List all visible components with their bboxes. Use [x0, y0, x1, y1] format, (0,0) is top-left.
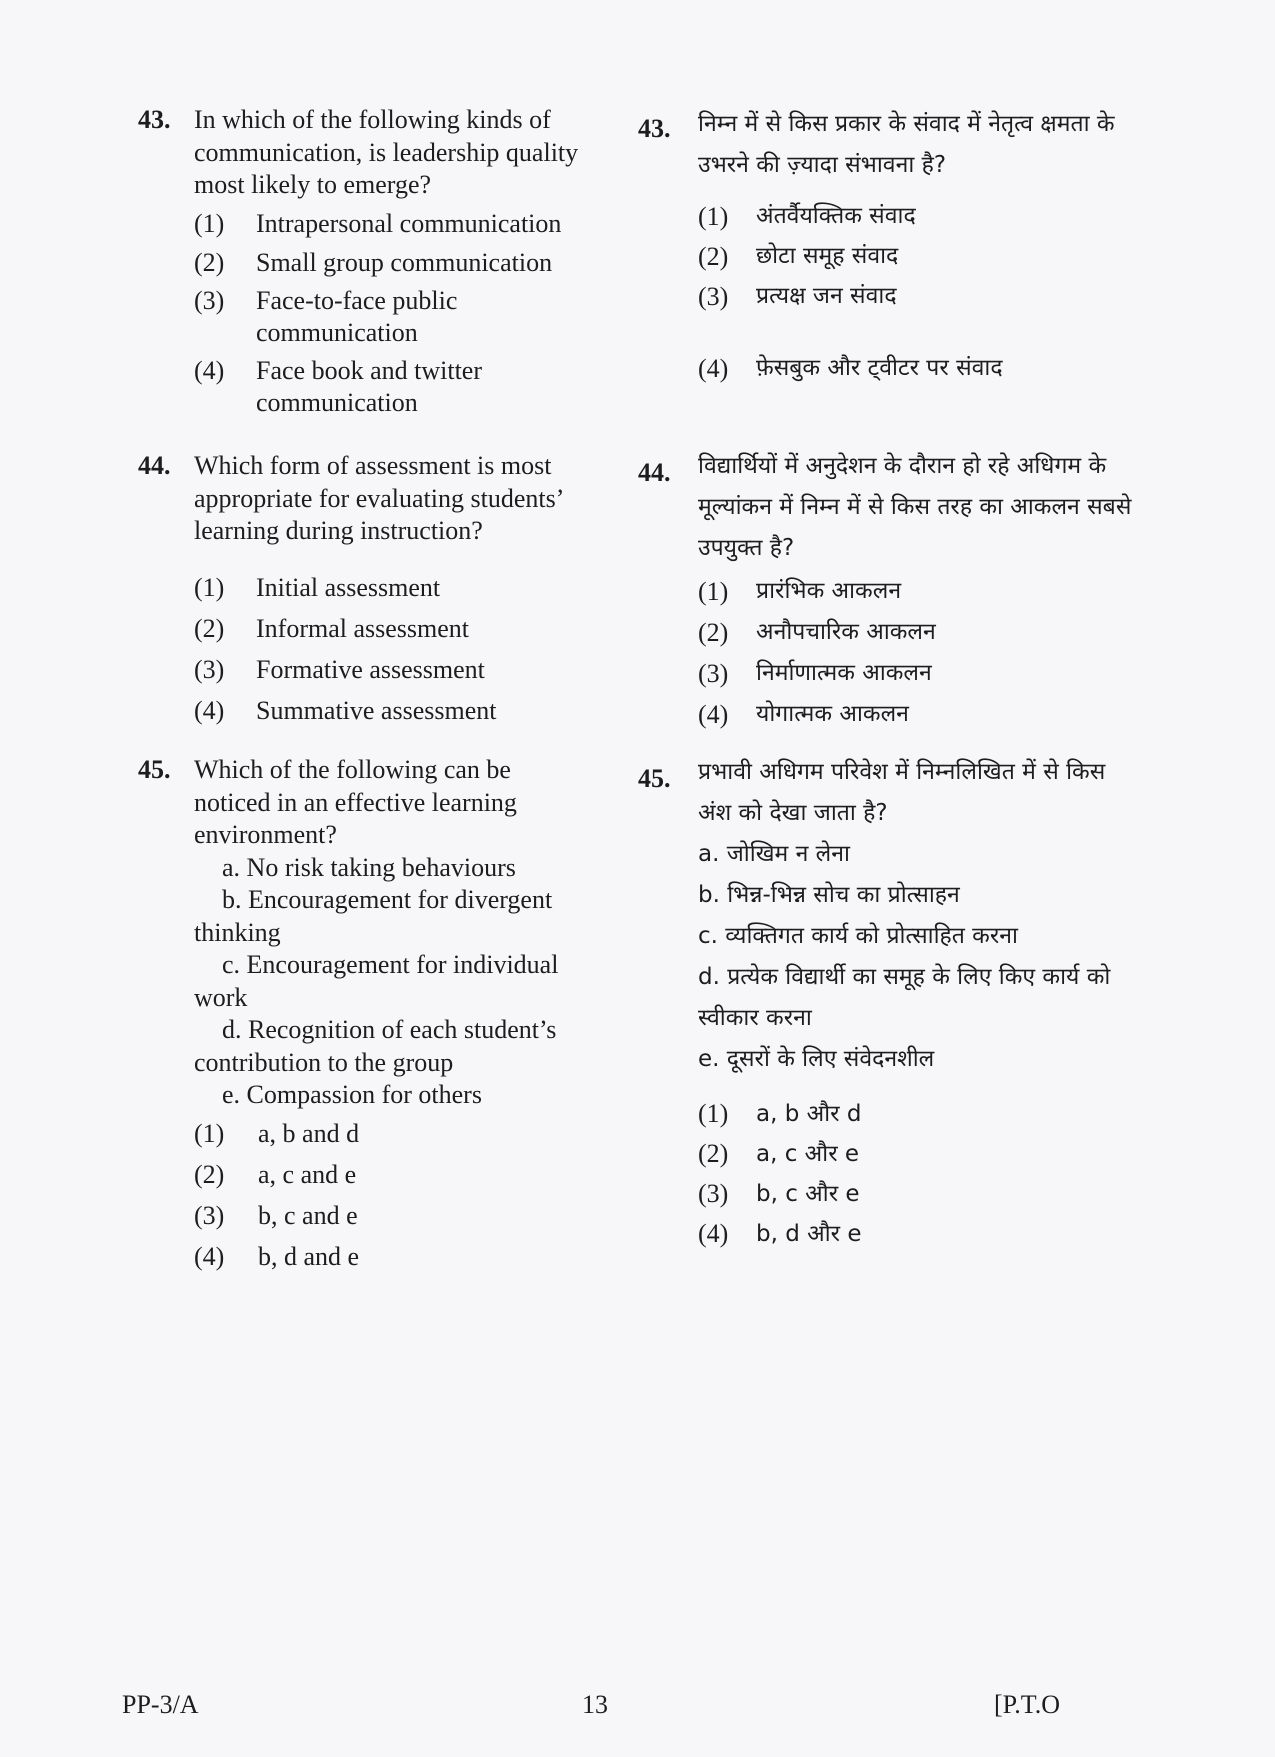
option: (1) Initial assessment [194, 572, 441, 602]
question-stem: प्रभावी अधिगम परिवेश में निम्नलिखित में से किस अंश को देखा जाता है? [698, 759, 1106, 826]
option: (4) b, d और e [698, 1219, 862, 1248]
option: (4) योगात्मक आकलन [698, 700, 909, 729]
statement-item: a. जोखिम न लेना [698, 841, 850, 867]
option: (1) a, b and d [194, 1118, 360, 1148]
question-stem: In which of the following kinds of communication, is leadership quality most likely to emerge? [194, 105, 579, 199]
option: (3) निर्माणात्मक आकलन [698, 659, 932, 688]
page-number: 13 [582, 1690, 608, 1719]
statement-item: d. Recognition of each student’s contribution to the group [194, 1015, 557, 1077]
option: (2) a, c और e [698, 1139, 860, 1168]
question-43-en [138, 104, 618, 420]
option: (3) प्रत्यक्ष जन संवाद [698, 282, 897, 311]
option: (2) Small group communication [194, 247, 553, 277]
option: (2) छोटा समूह संवाद [698, 242, 899, 271]
question-44-hi [638, 446, 1138, 735]
question-45-hi [638, 752, 1138, 1254]
question-45-en [138, 754, 618, 1273]
option: (2) a, c and e [194, 1159, 357, 1189]
statement-item: c. व्यक्तिगत कार्य को प्रोत्साहित करना [698, 923, 1018, 949]
option: (3) b, c and e [194, 1200, 358, 1230]
statement-item: b. भिन्न-भिन्न सोच का प्रोत्साहन [698, 882, 960, 908]
statement-item: e. Compassion for others [222, 1080, 482, 1109]
please-turn-over: [P.T.O [994, 1690, 1060, 1719]
question-stem: निम्न में से किस प्रकार के संवाद में नेतृत्व क्षमता के उभरने की ज़्यादा संभावना है? [698, 111, 1115, 178]
statement-item: a. No risk taking behaviours [222, 852, 516, 882]
question-number: 43. [638, 114, 671, 143]
option: (1) प्रारंभिक आकलन [698, 577, 902, 606]
question-number: 43. [138, 105, 171, 134]
option: (3) Formative assessment [194, 654, 485, 684]
question-number: 45. [138, 755, 171, 784]
option: (1) Intrapersonal communication [194, 208, 562, 238]
question-number: 44. [638, 458, 671, 487]
statement-item: d. प्रत्येक विद्यार्थी का समूह के लिए किए कार्य को स्वीकार करना [698, 964, 1111, 1031]
question-stem: विद्यार्थियों में अनुदेशन के दौरान हो रहे अधिगम के मूल्यांकन में निम्न में से किस तरह का आकलन सबसे उपयुक्त है? [698, 453, 1132, 561]
question-stem: Which of the following can be noticed in an effective learning environment? [194, 755, 517, 849]
option: (4) फ़ेसबुक और ट्वीटर पर संवाद [698, 354, 1003, 383]
option: (3) Face-to-face public communication [194, 285, 458, 347]
question-number: 45. [638, 764, 671, 793]
option: (1) अंतर्वैयक्तिक संवाद [698, 202, 916, 231]
option: (2) Informal assessment [194, 613, 470, 643]
option: (4) b, d and e [194, 1241, 360, 1271]
statement-item: c. Encouragement for individual work [194, 950, 559, 1012]
question-stem: Which form of assessment is most appropriate for evaluating students’ learning during instruction? [194, 451, 563, 545]
paper-code: PP-3/A [122, 1690, 199, 1719]
statement-item: b. Encouragement for divergent thinking [194, 885, 553, 947]
option: (4) Face book and twitter communication [194, 355, 482, 417]
question-number: 44. [138, 451, 171, 480]
option: (2) अनौपचारिक आकलन [698, 618, 936, 647]
statement-item: e. दूसरों के लिए संवेदनशील [698, 1046, 935, 1072]
question-44-en [138, 450, 618, 727]
option: (1) a, b और d [698, 1099, 862, 1128]
option: (4) Summative assessment [194, 695, 497, 725]
question-43-hi [638, 104, 1138, 389]
option: (3) b, c और e [698, 1179, 860, 1208]
